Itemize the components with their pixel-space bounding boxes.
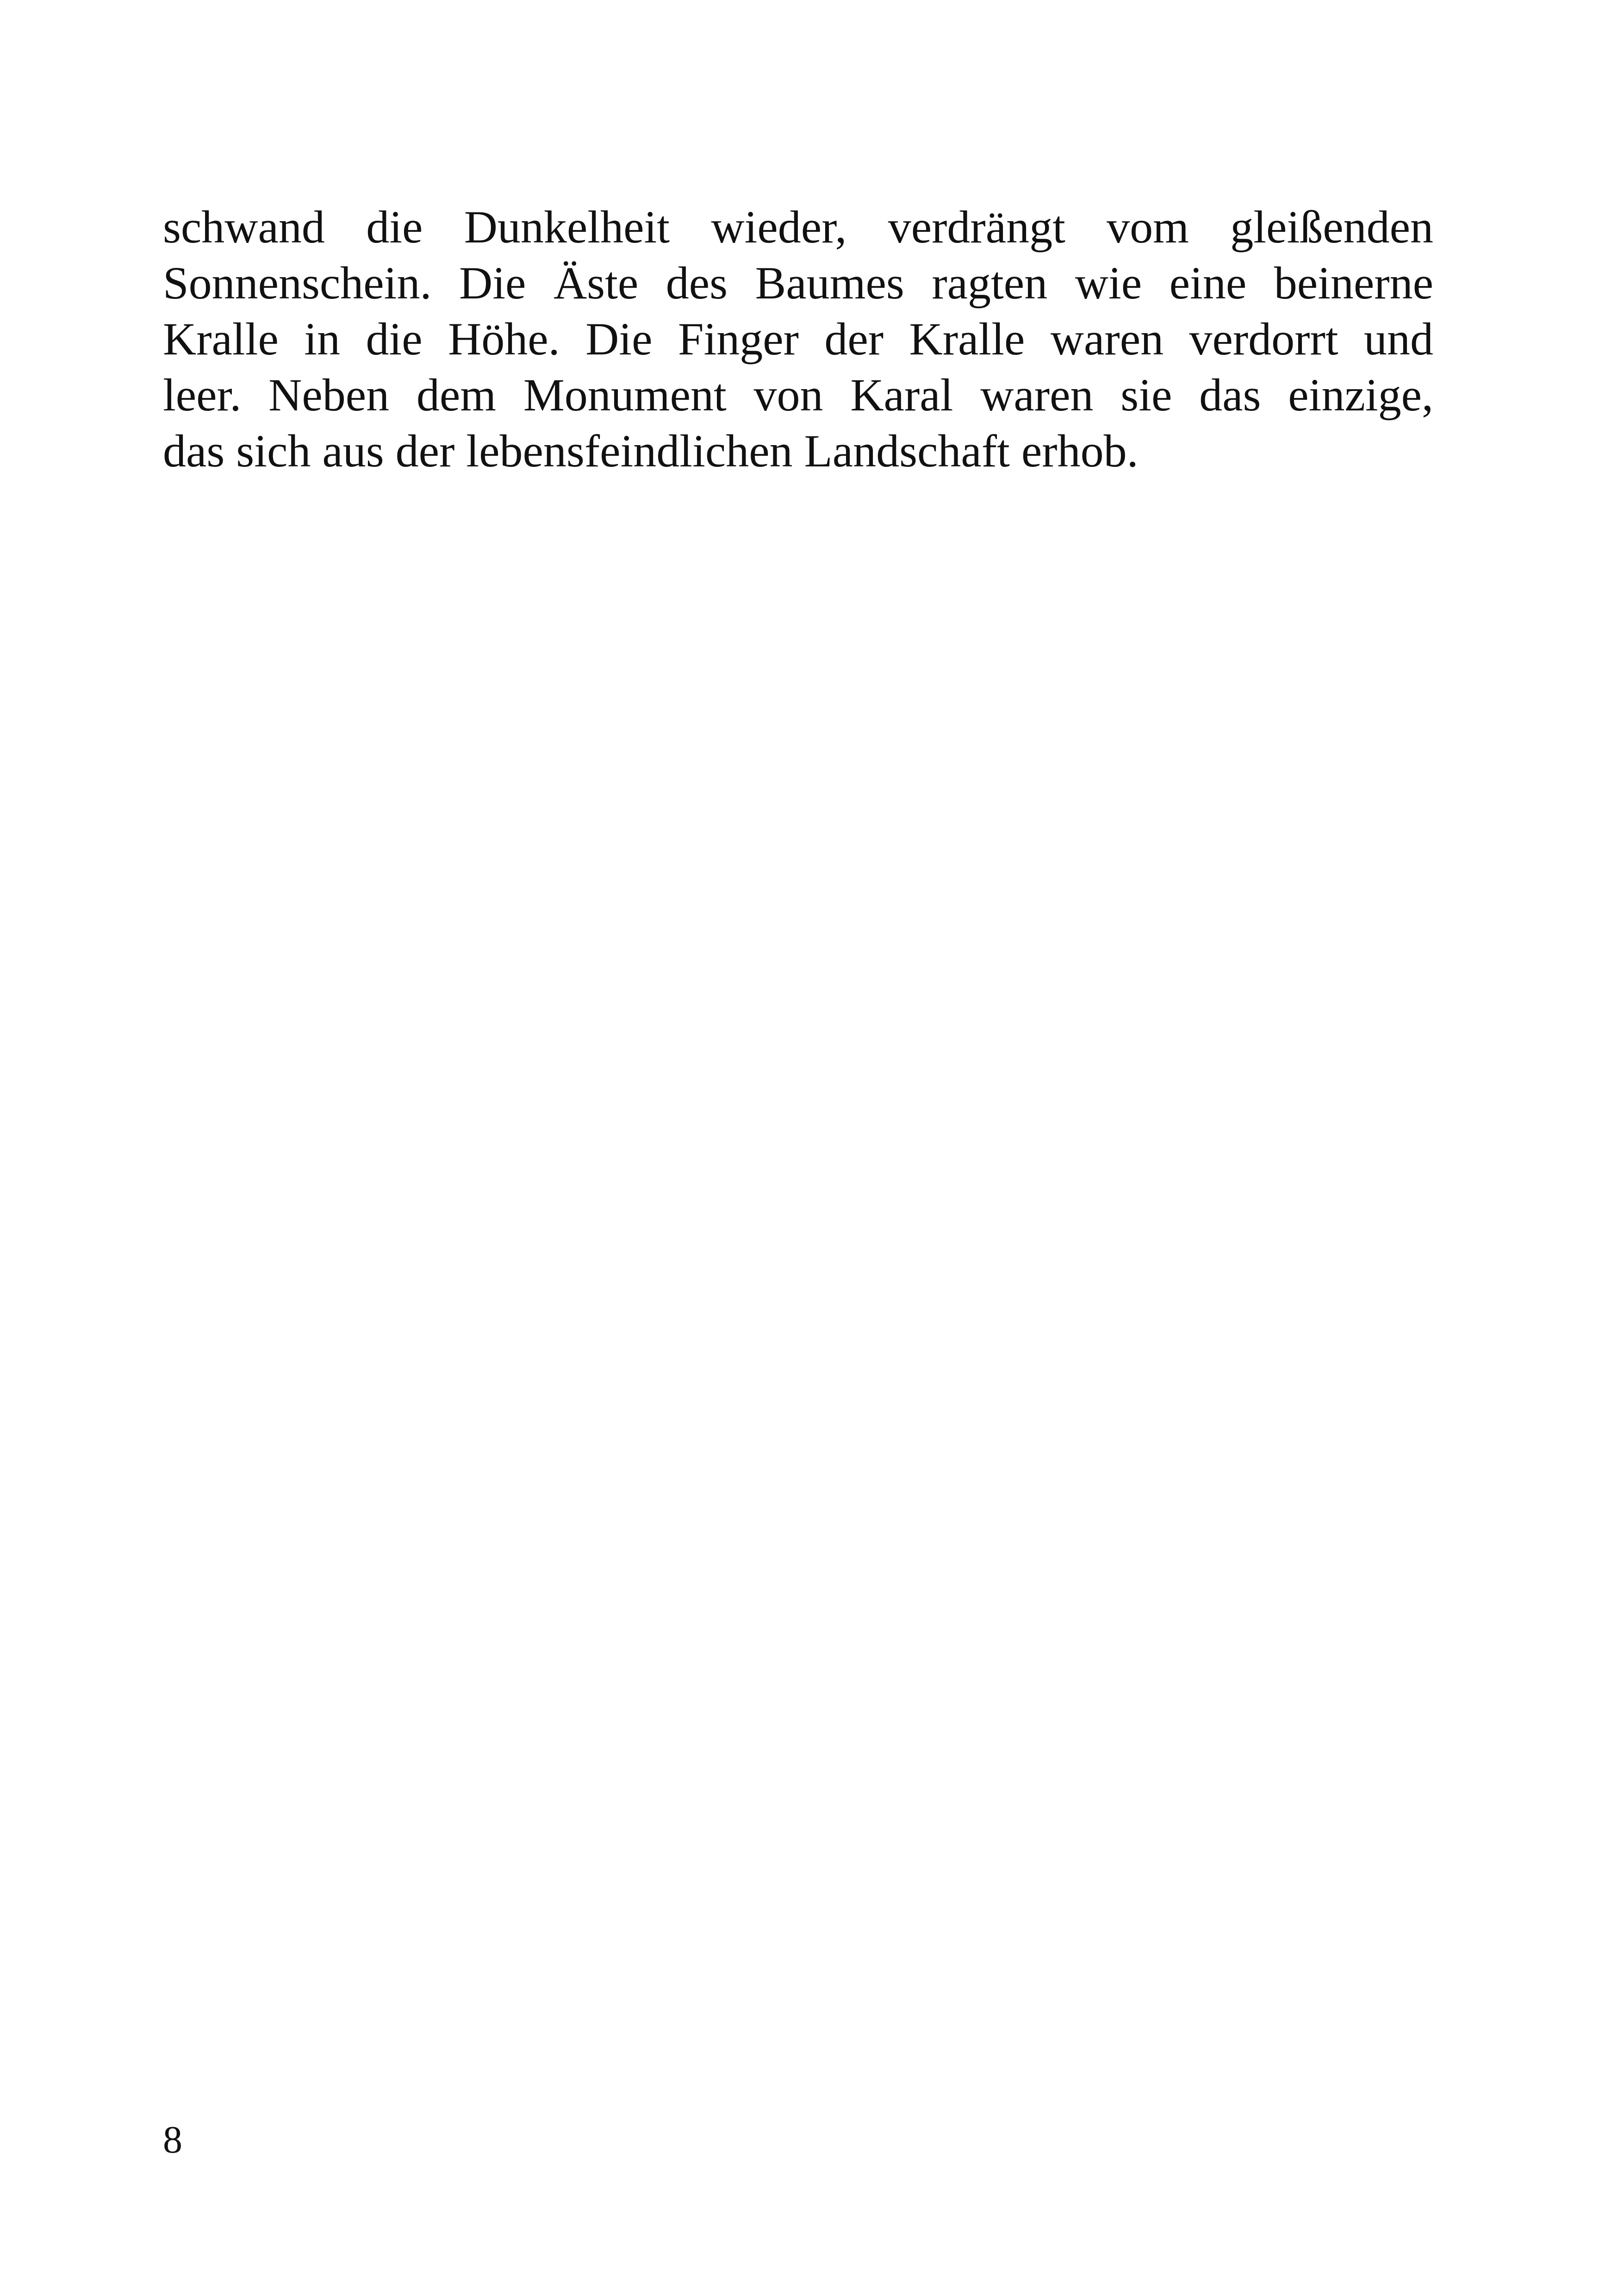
text-line: Sonnenschein. Die Äste des Baumes ragten wie eine beinerne: [163, 257, 1433, 309]
body-paragraph: [163, 199, 1433, 479]
text-line: das sich aus der lebensfeindlichen Landschaft erhob.: [163, 425, 1139, 477]
text-line: Kralle in die Höhe. Die Finger der Kralle waren verdorrt und: [163, 313, 1433, 365]
page-number: 8: [163, 2118, 182, 2161]
text-line: leer. Neben dem Monument von Karal waren sie das einzige,: [163, 369, 1433, 421]
text-line: schwand die Dunkelheit wieder, verdrängt vom gleißenden: [163, 201, 1433, 253]
